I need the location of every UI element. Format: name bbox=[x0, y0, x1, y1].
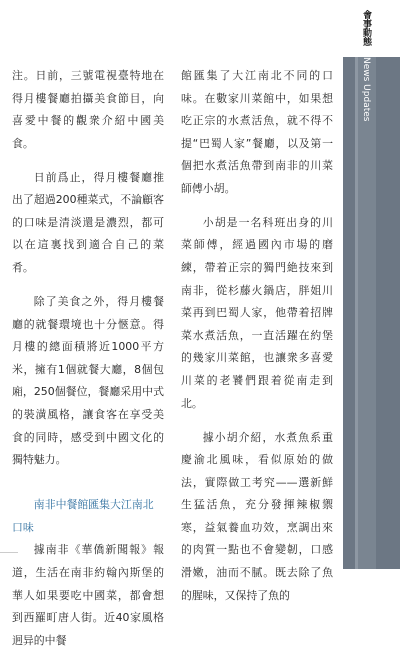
sidebar-top bbox=[343, 0, 400, 57]
left-paragraph-3: 除了美食之外，得月樓餐廳的就餐環境也十分愜意。得月樓的總面積將近1000平方米，擁有1個就餐大廳，8個包廂，250個餐位，餐廳采用中式的裝潢風格，讓食客在享受美食的同時，感受到中國文化的獨特魅力。 bbox=[12, 294, 164, 467]
left-column bbox=[12, 65, 164, 652]
left-paragraph-2: 日前爲止，得月樓餐廳推出了超過200種菜式，不論顧客的口味是清淡還是濃烈，都可以在這裏找到適合自己的菜肴。 bbox=[12, 170, 164, 275]
section-title: 會事動態 bbox=[361, 10, 371, 46]
sidebar-inner-band bbox=[358, 57, 376, 569]
bottom-rule bbox=[0, 552, 18, 553]
right-paragraph-3: 據小胡介紹，水煮魚系重慶渝北風味，看似原始的做法，實際做工考究——選新鮮生猛活魚，充分發揮辣椒禦寒，益氣養血功效，烹調出來的肉質一點也不會變韌，口感滑嫩，油而不膩。既去除了魚的腥味，又保持了魚的 bbox=[181, 430, 333, 602]
left-paragraph-1: 注。日前，三號電視臺特地在得月樓餐廳拍攝美食節目，向喜愛中餐的觀衆介紹中國美食。 bbox=[12, 69, 164, 150]
right-column bbox=[181, 65, 333, 607]
article-subheading: 南非中餐館匯集大江南北口味 bbox=[12, 498, 154, 534]
right-paragraph-2: 小胡是一名科班出身的川菜師傅，經過國內市場的磨練，帶着正宗的獨門絶技來到南非，從杉藤火鍋店，胖姐川菜再到巴蜀人家，他帶着招牌菜水煮活魚，一直活躍在約堡的幾家川菜館，也讓衆多喜愛川菜的老饕們跟着從南走到北。 bbox=[181, 215, 333, 410]
left-paragraph-4: 據南非《華僑新聞報》報道，生活在南非約翰內斯堡的華人如果要吃中國菜，都會想到西羅町唐人街。近40家風格迥异的中餐 bbox=[12, 543, 164, 647]
section-title-english: News Updates bbox=[361, 57, 371, 122]
right-paragraph-1: 館匯集了大江南北不同的口味。在數家川菜館中，如果想吃正宗的水煮活魚，就不得不提“巴蜀人家”餐廳，以及第一個把水煮活魚帶到南非的川菜師傅小胡。 bbox=[181, 69, 333, 195]
